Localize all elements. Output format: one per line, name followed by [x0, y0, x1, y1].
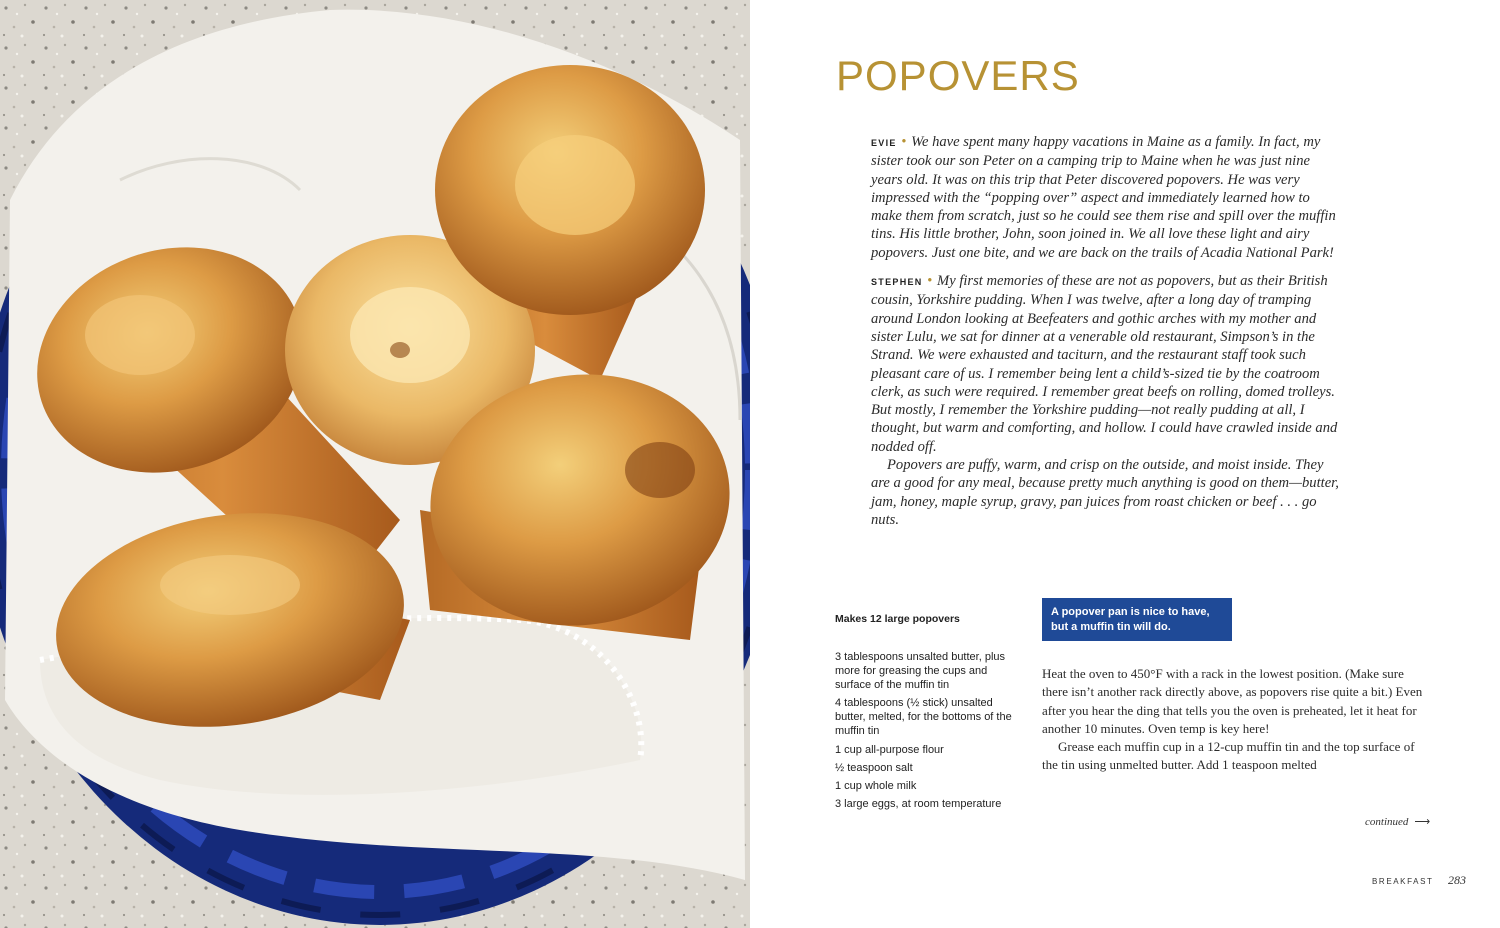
page-footer [1372, 871, 1466, 889]
evie-paragraph [871, 133, 1341, 262]
tip-box: A popover pan is nice to have, but a muffin tin will do. [1042, 598, 1232, 641]
evie-text: We have spent many happy vacations in Maine as a family. In fact, my sister took our son Peter on a camping trip to Maine when he was just nine years old. It was on this trip that Peter discovered popovers. He was very impressed with the “popping over” aspect and immediately learned how to make them from scratch, just so he could see them rise and spill over the muffin tins. His little brother, John, soon joined in. We all love these light and airy popovers. Just one bite, and we are back on the trails of Acadia National Park! [871, 134, 1336, 261]
page-number: 283 [1447, 873, 1466, 887]
ingredient-item: 3 tablespoons unsalted butter, plus more for greasing the cups and surface of the muffin tin [835, 651, 1006, 691]
stephen-paragraph [871, 272, 1341, 456]
ingredient-item: 1 cup whole milk [835, 780, 917, 793]
ingredient-item: 1 cup all-purpose flour [835, 743, 944, 756]
continued-note [1365, 815, 1430, 828]
section-name: BREAKFAST [1372, 877, 1434, 886]
speaker-evie: EVIE [871, 138, 897, 148]
ingredient-item: 4 tablespoons (½ stick) unsalted butter, melted, for the bottoms of the muffin tin [835, 697, 1012, 738]
ingredient-list [835, 650, 1020, 816]
ingredient-item: ½ teaspoon salt [835, 761, 913, 774]
continued-label: continued [1365, 816, 1409, 828]
speaker-stephen: STEPHEN [871, 277, 923, 288]
recipe-yield: Makes 12 large popovers [835, 613, 960, 625]
recipe-intro [871, 133, 1341, 529]
arrow-right-icon: ⟶ [1414, 816, 1431, 828]
recipe-page [750, 0, 1500, 928]
recipe-title: POPOVERS [836, 52, 1080, 99]
method-text [1042, 665, 1432, 775]
method-step: Heat the oven to 450°F with a rack in the lowest position. (Make sure there isn’t another rack directly above, as popovers rise quite a bit.) Even after you hear the ding that tells you the oven is preheated, let it heat for another 10 minutes. Oven temp is key here! [1042, 666, 1423, 736]
bullet-icon: • [927, 273, 933, 290]
closing-paragraph: Popovers are puffy, warm, and crisp on the outside, and moist inside. They are a good for any meal, because pretty much anything is good on them—butter, jam, honey, maple syrup, gravy, pan juices from roast chicken or beef . . . go nuts. [871, 457, 1339, 528]
stephen-text: My first memories of these are not as popovers, but as their British cousin, Yorkshire pudding. When I was twelve, after a long day of tramping around London looking at Beefeaters and gothic arches with my mother and sister Lulu, we sat for dinner at a venerable old restaurant, Simpson’s in the Strand. We were exhausted and taciturn, and the restaurant staff took such pleasant care of us. I remember being lent a child’s-sized tie by the coatroom clerk, as such were required. I remember great beefs on rolling, domed trolleys. But mostly, I remember the Yorkshire pudding—not really pudding at all, I thought, but warm and comforting, and hollow. I could have crawled inside and nodded off. [871, 273, 1338, 455]
method-step: Grease each muffin cup in a 12-cup muffin tin and the top surface of the tin using unmelted butter. Add 1 teaspoon melted [1042, 739, 1415, 773]
ingredient-item: 3 large eggs, at room temperature [835, 798, 1002, 811]
bullet-icon: • [901, 134, 907, 150]
